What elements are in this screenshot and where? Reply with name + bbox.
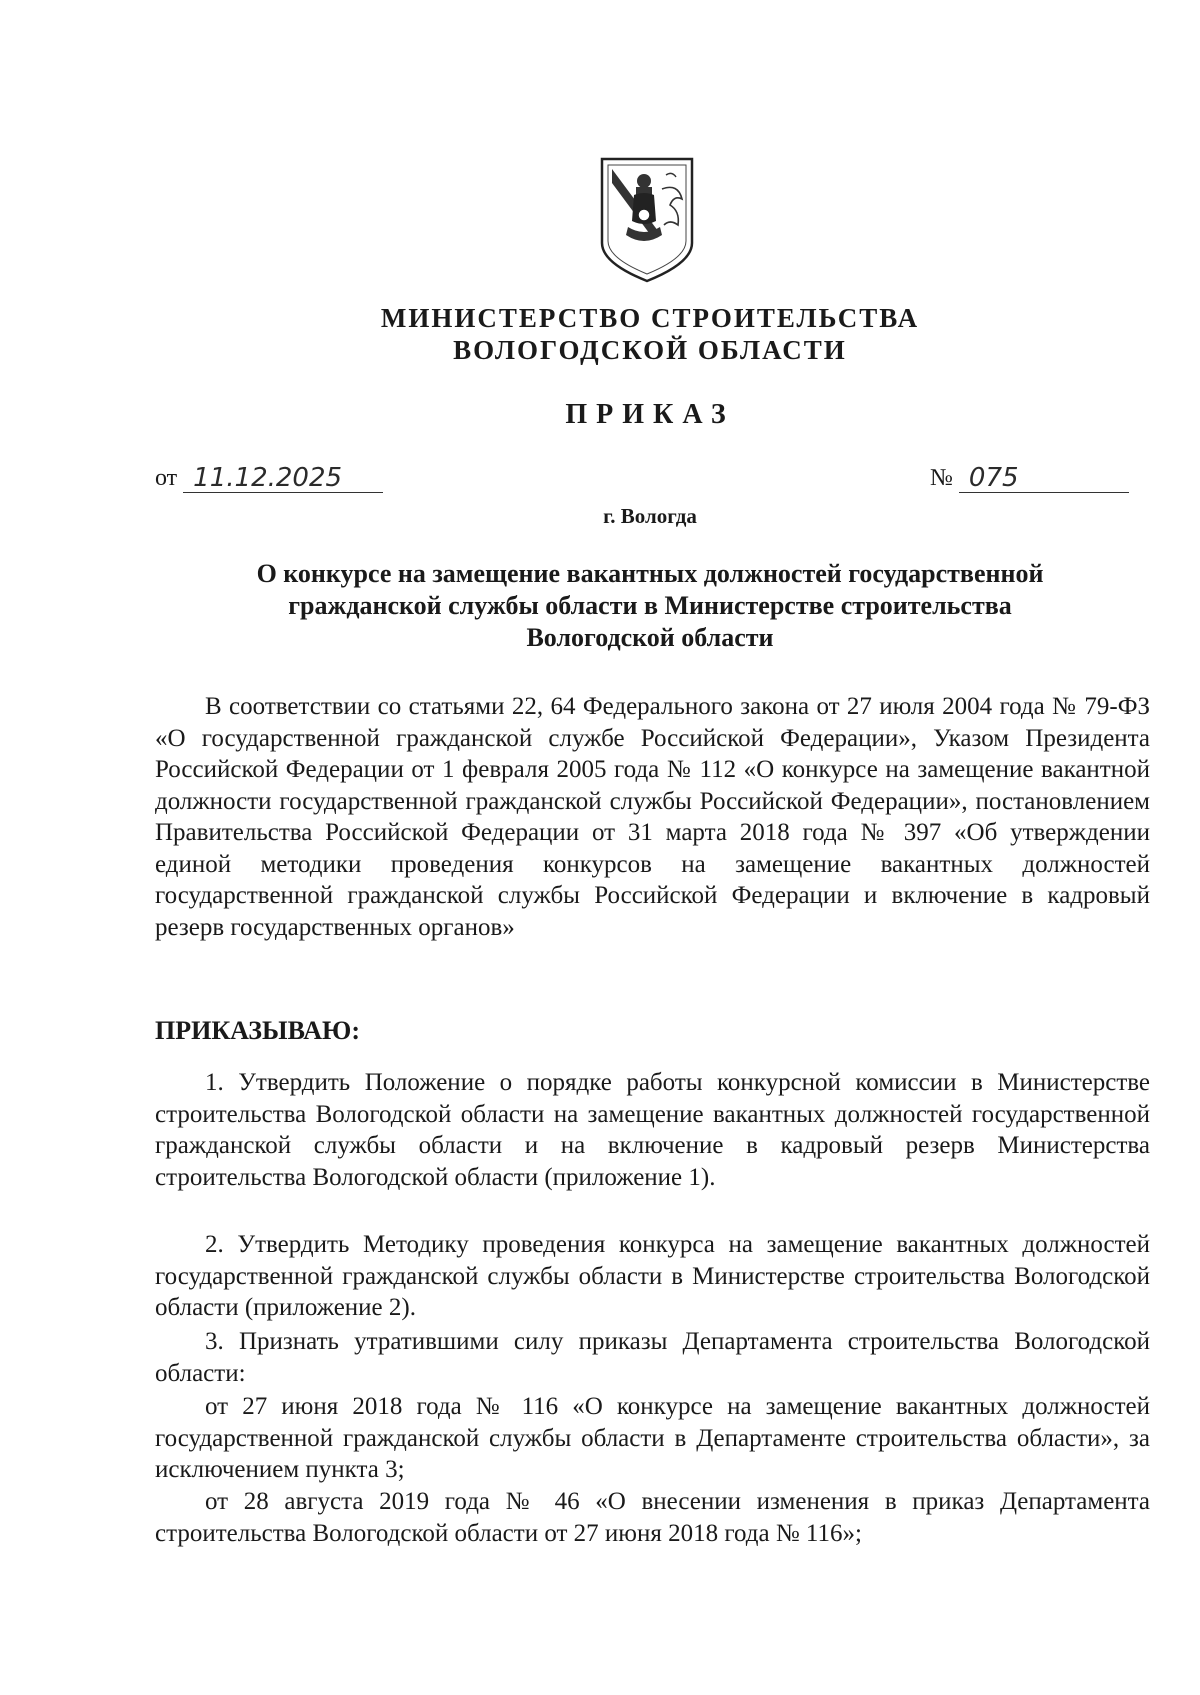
date-prefix: от [155,465,178,491]
preamble-paragraph: В соответствии со статьями 22, 64 Федерального закона от 27 июля 2004 года № 79-ФЗ «О государственной гражданской службе Российской Федерации», Указом Президента Российской Федерации от 1 февраля 2005 года № 112 «О конкурсе на замещение вакантной должности государственной гражданской службы Российской Федерации», постановлением Правительства Российской Федерации от 31 марта 2018 года № 397 «Об утверждении единой методики проведения конкурсов на замещение вакантных должностей государственной гражданской службы Российской Федерации и включение в кадровый резерв государственных органов» [155,693,1150,941]
coat-of-arms-icon [598,155,696,285]
ministry-line-2: ВОЛОГОДСКОЙ ОБЛАСТИ [453,335,847,365]
subject-line-1: О конкурсе на замещение вакантных должностей государственной [256,559,1044,588]
city-name: г. Вологда [603,504,697,528]
item-3-paragraph: 3. Признать утратившими силу приказы Департамента строительства Вологодской области: [155,1328,1150,1387]
number-value: 075 [959,464,1129,493]
order-subject [190,558,1110,654]
date-value: 11.12.2025 [183,464,383,493]
item-3b-paragraph: от 28 августа 2019 года № 46 «О внесении изменения в приказ Департамента строительства Вологодской области от 27 июня 2018 года № 116»; [155,1488,1150,1547]
subject-line-2: гражданской службы области в Министерстве строительства [288,591,1012,620]
ministry-line-1: МИНИСТЕРСТВО СТРОИТЕЛЬСТВА [380,303,920,333]
item-2-paragraph: 2. Утвердить Методику проведения конкурса на замещение вакантных должностей государственной гражданской службы области в Министерстве строительства Вологодской области (приложение 2). [155,1231,1150,1321]
number-prefix: № [930,465,953,491]
order-date [155,463,383,493]
order-number [930,463,1129,493]
subject-line-3: Вологодской области [526,623,774,652]
item-3a-paragraph: от 27 июня 2018 года № 116 «О конкурсе на замещение вакантных должностей государственной гражданской службы области в Департаменте строительства области», за исключением пункта 3; [155,1393,1150,1483]
item-1-paragraph: 1. Утвердить Положение о порядке работы конкурсной комиссии в Министерстве строительства Вологодской области на замещение вакантных должностей государственной гражданской службы области и на включение в кадровый резерв Министерства строительства Вологодской области (приложение 1). [155,1069,1150,1191]
ministry-name [150,302,1150,366]
doc-type-title: ПРИКАЗ [565,399,735,430]
order-word: ПРИКАЗЫВАЮ: [155,1016,360,1045]
